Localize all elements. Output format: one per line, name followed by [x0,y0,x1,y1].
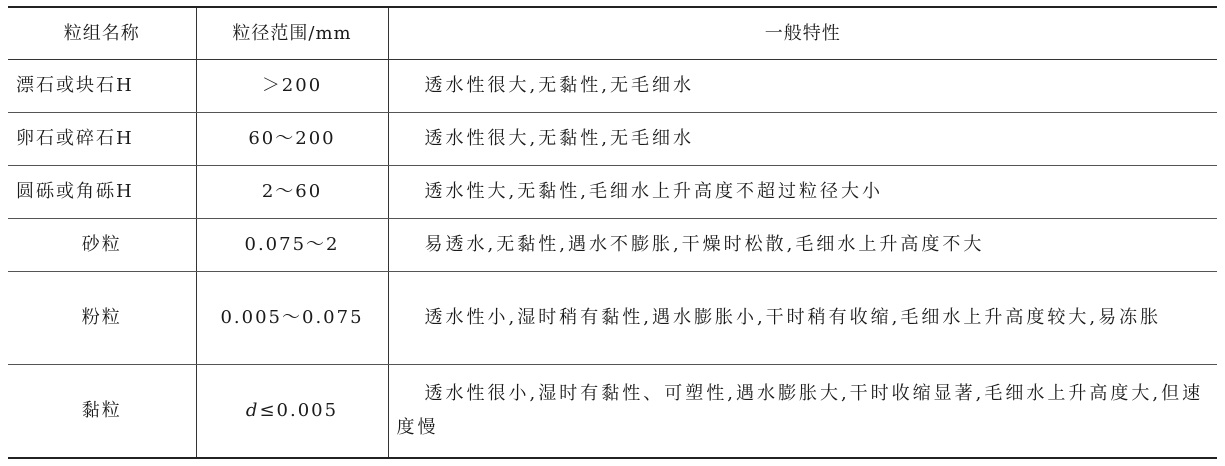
row-grain-range: 60～200 [196,113,388,166]
row-group-name: 粉粒 [8,272,196,365]
soil-grain-table-container [8,6,1217,459]
row-grain-range: 2～60 [196,166,388,219]
row-group-name: 砂粒 [8,219,196,272]
soil-grain-table [8,6,1217,459]
row-group-name: 漂石或块石H [8,60,196,113]
header-grain-range: 粒径范围/mm [196,7,388,60]
row-properties: 透水性很小,湿时有黏性、可塑性,遇水膨胀大,干时收缩显著,毛细水上升高度大,但速度慢 [388,365,1217,459]
table-row [8,166,1217,219]
row-grain-range-cell [196,365,388,459]
table-row [8,113,1217,166]
row-grain-range: ＞200 [196,60,388,113]
row-grain-range: 0.005～0.075 [196,272,388,365]
row-group-name: 黏粒 [81,400,122,421]
table-row [8,60,1217,113]
row-group-name: 卵石或碎石H [8,113,196,166]
row-grain-range: 0.075～2 [196,219,388,272]
row-group-name: 圆砾或角砾H [8,166,196,219]
row-grain-range: ≤0.005 [259,400,339,421]
table-row [8,365,1217,459]
table-row [8,219,1217,272]
header-group-name: 粒组名称 [8,7,196,60]
range-variable-d: d [245,400,260,421]
row-properties: 透水性很大,无黏性,无毛细水 [388,60,1217,113]
row-properties: 透水性大,无黏性,毛细水上升高度不超过粒径大小 [388,166,1217,219]
table-row [8,272,1217,365]
header-properties: 一般特性 [388,7,1217,60]
row-properties: 易透水,无黏性,遇水不膨胀,干燥时松散,毛细水上升高度不大 [388,219,1217,272]
table-header-row [8,7,1217,60]
row-properties: 透水性小,湿时稍有黏性,遇水膨胀小,干时稍有收缩,毛细水上升高度较大,易冻胀 [388,272,1217,365]
row-properties: 透水性很大,无黏性,无毛细水 [388,113,1217,166]
